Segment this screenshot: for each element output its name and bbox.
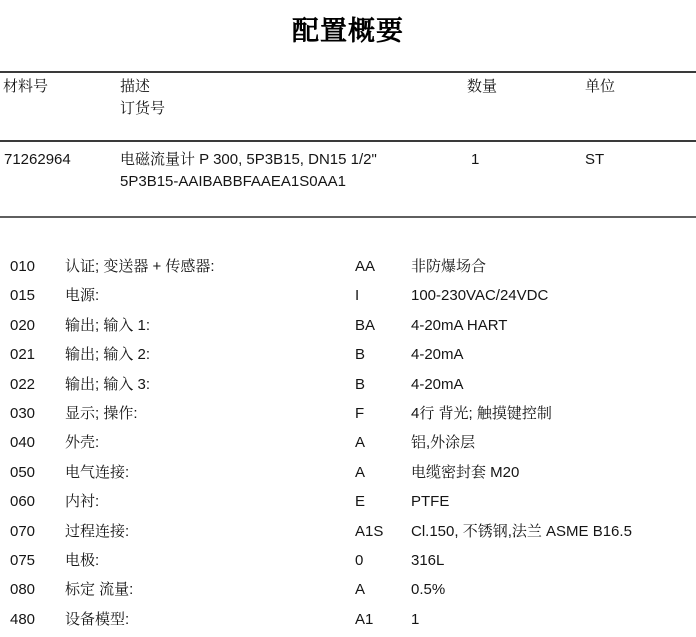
config-feature-label: 内衬: [65,493,100,511]
config-feature-label: 电气连接: [65,463,130,481]
config-option-value: 4-20mA HART [411,316,508,334]
config-feature-label: 输出; 输入 1: [65,316,151,334]
header-description: 描述 [120,78,151,95]
config-feature-code: 060 [10,493,36,511]
config-option-code: A [355,581,366,599]
config-option-value: 0.5% [411,581,446,599]
config-option-code: I [355,287,360,305]
config-option-value: 1 [411,610,420,628]
config-option-code: B [355,346,366,364]
config-list [0,257,696,637]
header-material-no: 材料号 [3,78,49,95]
config-option-value: 316L [411,551,445,569]
config-row [0,492,696,521]
config-feature-code: 050 [10,463,36,481]
config-feature-code: 015 [10,287,36,305]
config-option-value: 100-230VAC/24VDC [411,287,549,305]
config-option-code: AA [355,258,376,275]
config-row [0,610,696,637]
config-feature-label: 外壳: [65,434,100,452]
config-feature-code: 075 [10,551,36,569]
header-order-no: 订货号 [120,100,166,117]
config-feature-label: 认证; 变送器 + 传感器: [65,258,215,275]
config-option-code: A [355,434,366,452]
config-feature-label: 输出; 输入 3: [65,375,151,393]
config-feature-code: 030 [10,404,36,422]
config-feature-label: 输出; 输入 2: [65,346,151,364]
config-feature-label: 设备模型: [65,610,130,628]
config-row [0,257,696,286]
config-row [0,316,696,345]
config-feature-label: 过程连接: [65,522,130,540]
config-row [0,551,696,580]
config-feature-code: 080 [10,581,36,599]
config-row [0,345,696,374]
config-row [0,286,696,315]
config-option-value: Cl.150, 不锈钢,法兰 ASME B16.5 [411,522,632,540]
config-option-code: BA [355,316,376,334]
config-feature-code: 070 [10,522,36,540]
config-feature-code: 021 [10,346,36,364]
header-unit: 单位 [585,78,616,95]
table-top-rule [0,71,696,73]
config-option-code: B [355,375,366,393]
item-order-code: 5P3B15-AAIBABBFAAEA1S0AA1 [120,173,346,190]
config-option-code: A [355,463,366,481]
config-option-value: 电缆密封套 M20 [411,463,520,481]
page-title: 配置概要 [292,16,404,46]
config-option-value: 4-20mA [411,346,464,364]
config-option-value: 铝,外涂层 [411,434,476,452]
config-row [0,404,696,433]
config-option-value: 4行 背光; 触摸键控制 [411,404,552,422]
item-material-no: 71262964 [4,151,71,168]
config-option-code: A1S [355,522,384,540]
config-option-value: 4-20mA [411,375,464,393]
config-option-code: E [355,493,366,511]
header-quantity: 数量 [467,78,498,95]
config-row [0,522,696,551]
config-feature-label: 显示; 操作: [65,404,138,422]
config-option-code: A1 [355,610,374,628]
config-feature-code: 010 [10,258,36,275]
table-bottom-rule [0,216,696,218]
table-header-rule [0,140,696,142]
item-unit: ST [585,151,605,168]
config-option-value: PTFE [411,493,450,511]
config-feature-code: 020 [10,316,36,334]
config-feature-code: 040 [10,434,36,452]
config-feature-label: 电源: [65,287,100,305]
config-feature-code: 480 [10,610,36,628]
config-feature-label: 电极: [65,551,100,569]
config-feature-label: 标定 流量: [65,581,134,599]
config-row [0,433,696,462]
config-option-value: 非防爆场合 [411,258,487,275]
config-option-code: 0 [355,551,364,569]
config-feature-code: 022 [10,375,36,393]
item-quantity: 1 [471,151,480,168]
config-option-code: F [355,404,365,422]
item-description: 电磁流量计 P 300, 5P3B15, DN15 1/2" [120,151,377,168]
config-row [0,463,696,492]
config-row [0,375,696,404]
config-row [0,580,696,609]
